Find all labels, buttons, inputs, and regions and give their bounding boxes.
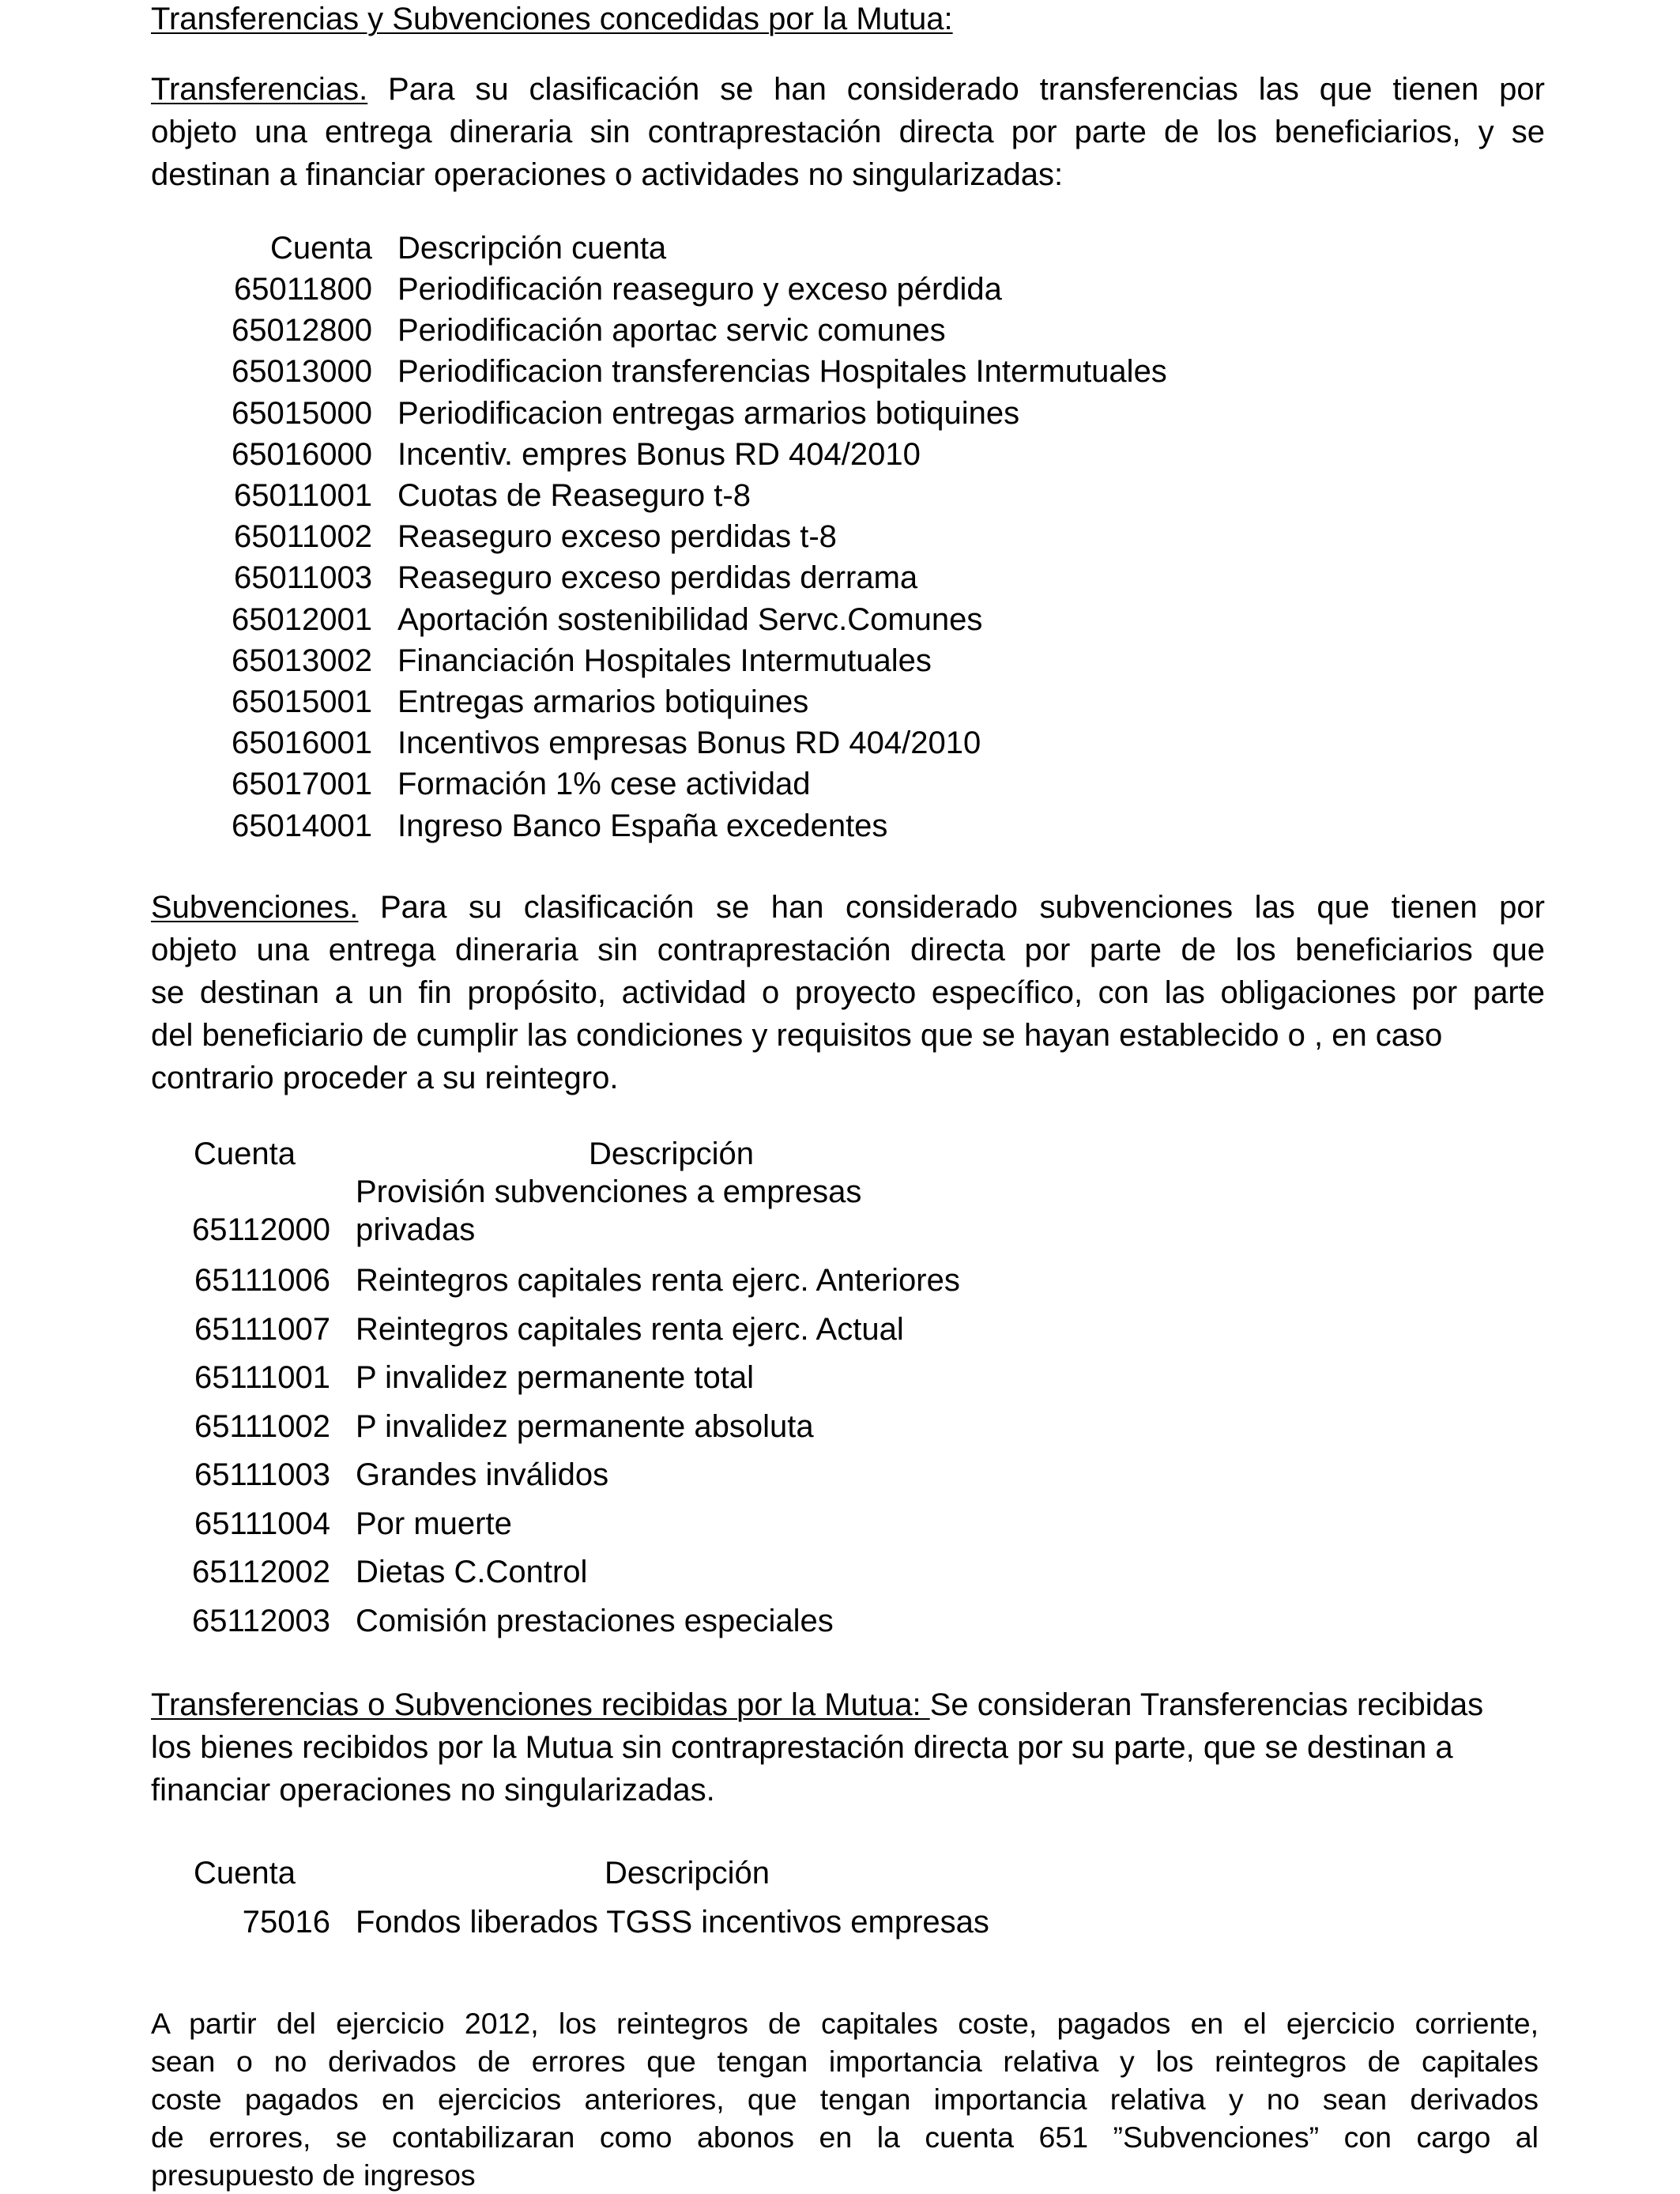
- paragraph-line: los bienes recibidos por la Mutua sin contraprestación directa por su parte, que se destinan a: [151, 1730, 1453, 1765]
- table-row-desc: Periodificacion entregas armarios botiquines: [397, 395, 1020, 431]
- table-row-desc: Reaseguro exceso perdidas derrama: [397, 560, 918, 596]
- table-row-code: 65112002: [192, 1555, 330, 1589]
- table-row-desc: Fondos liberados TGSS incentivos empresas: [356, 1905, 989, 1940]
- table-row-code: 65111004: [194, 1506, 330, 1541]
- subvenciones-paragraph: [151, 886, 1545, 1099]
- table-row-desc: Incentiv. empres Bonus RD 404/2010: [397, 436, 921, 472]
- paragraph-line: de errores, se contabilizaran como abonos en la cuenta 651 ”Subvenciones” con cargo al: [151, 2120, 1539, 2154]
- table-row-code: 65011002: [234, 519, 372, 555]
- table-row-code: 65011001: [234, 478, 372, 513]
- table-row-desc: Financiación Hospitales Intermutuales: [397, 643, 932, 678]
- table-row-desc: Periodificación aportac servic comunes: [397, 313, 946, 349]
- first-row-code: 65112000: [192, 1212, 330, 1247]
- table-row-code: 65016000: [232, 436, 372, 472]
- table-row-code: 65112003: [192, 1603, 330, 1638]
- paragraph-line: coste pagados en ejercicios anteriores, que tengan importancia relativa y no sean derivados: [151, 2083, 1539, 2116]
- table-row-desc: Entregas armarios botiquines: [397, 684, 809, 719]
- table-row-code: 65011003: [234, 560, 372, 596]
- table-row-desc: Aportación sostenibilidad Servc.Comunes: [397, 601, 983, 637]
- paragraph-line: A partir del ejercicio 2012, los reintegros de capitales coste, pagados en el ejercicio corriente,: [151, 2007, 1539, 2040]
- paragraph-line: destinan a financiar operaciones o actividades no singularizadas:: [151, 157, 1064, 192]
- table-row-code: 65111003: [194, 1457, 330, 1492]
- final-paragraph: [151, 2004, 1539, 2194]
- table-row-desc: Reintegros capitales renta ejerc. Anteriores: [356, 1263, 960, 1298]
- table-row-code: 65013000: [232, 354, 372, 390]
- table-row-code: 65013002: [232, 643, 372, 678]
- table-row-desc: Reintegros capitales renta ejerc. Actual: [356, 1311, 904, 1347]
- table-row-code: 65017001: [232, 767, 372, 802]
- table-row-code: 65015000: [232, 395, 372, 431]
- table-row-desc: Periodificacion transferencias Hospitales Intermutuales: [397, 354, 1167, 390]
- paragraph-line: financiar operaciones no singularizadas.: [151, 1773, 715, 1808]
- col-header-cuenta: Cuenta: [194, 1856, 296, 1891]
- table-row-desc: Reaseguro exceso perdidas t-8: [397, 519, 837, 555]
- table-row-code: 65012001: [232, 601, 372, 637]
- recibidas-paragraph: [151, 1683, 1545, 1811]
- first-row-desc-line2: privadas: [356, 1212, 476, 1247]
- col-header-cuenta: Cuenta: [194, 1137, 296, 1171]
- table-row-desc: Cuotas de Reaseguro t-8: [397, 478, 751, 513]
- table-row-desc: Periodificación reaseguro y exceso pérdida: [397, 272, 1002, 307]
- paragraph-line: objeto una entrega dineraria sin contraprestación directa por parte de los beneficiarios, y se: [151, 115, 1545, 149]
- table-row-code: 65012800: [232, 313, 372, 349]
- table-row-desc: P invalidez permanente absoluta: [356, 1408, 814, 1444]
- first-row-desc-line1: Provisión subvenciones a empresas: [356, 1174, 862, 1209]
- paragraph-line: del beneficiario de cumplir las condiciones y requisitos que se hayan establecido o , en caso: [151, 1018, 1443, 1053]
- table-row-code: 65111001: [194, 1360, 330, 1395]
- col-header-descripcion: Descripción: [605, 1856, 770, 1891]
- col-header-descripcion: Descripción: [589, 1137, 754, 1171]
- table-row-code: 65111006: [194, 1263, 330, 1298]
- paragraph-line: Transferencias. Para su clasificación se han considerado transferencias las que tienen por: [151, 72, 1545, 107]
- paragraph-line: se destinan a un fin propósito, actividad o proyecto específico, con las obligaciones por parte: [151, 975, 1545, 1010]
- col-header-descripcion: Descripción cuenta: [397, 231, 667, 266]
- paragraph-line: Transferencias o Subvenciones recibidas por la Mutua: Se consideran Transferencias recibidas: [151, 1687, 1484, 1722]
- table-row-desc: P invalidez permanente total: [356, 1360, 755, 1395]
- table-row-code: 65016001: [232, 726, 372, 761]
- transferencias-paragraph: [151, 68, 1545, 196]
- recibidas-label: Transferencias o Subvenciones recibidas por la Mutua:: [151, 1687, 930, 1722]
- table-row-desc: Formación 1% cese actividad: [397, 767, 811, 802]
- page-heading: Transferencias y Subvenciones concedidas por la Mutua:: [151, 2, 953, 36]
- paragraph-line: objeto una entrega dineraria sin contraprestación directa por parte de los beneficiarios que: [151, 933, 1545, 967]
- subvenciones-label: Subvenciones.: [151, 890, 359, 925]
- transferencias-label: Transferencias.: [151, 72, 368, 107]
- table-row-code: 65011800: [234, 272, 372, 307]
- table-row-desc: Dietas C.Control: [356, 1555, 588, 1589]
- table-row-code: 65014001: [232, 808, 372, 843]
- table-row-desc: Por muerte: [356, 1506, 512, 1541]
- table-row-desc: Grandes inválidos: [356, 1457, 609, 1492]
- table-row-code: 65111002: [194, 1408, 330, 1444]
- col-header-cuenta: Cuenta: [270, 231, 372, 266]
- table-row-code: 65111007: [194, 1311, 330, 1347]
- paragraph-line: contrario proceder a su reintegro.: [151, 1061, 619, 1095]
- table-row-desc: Ingreso Banco España excedentes: [397, 808, 888, 843]
- paragraph-line: sean o no derivados de errores que tengan importancia relativa y los reintegros de capitales: [151, 2045, 1539, 2078]
- table-row-desc: Comisión prestaciones especiales: [356, 1603, 834, 1638]
- paragraph-line: presupuesto de ingresos: [151, 2158, 476, 2192]
- table-row-desc: Incentivos empresas Bonus RD 404/2010: [397, 726, 981, 761]
- table-row-code: 75016: [242, 1905, 330, 1940]
- paragraph-line: Subvenciones. Para su clasificación se han considerado subvenciones las que tienen por: [151, 890, 1545, 925]
- table-row-code: 65015001: [232, 684, 372, 719]
